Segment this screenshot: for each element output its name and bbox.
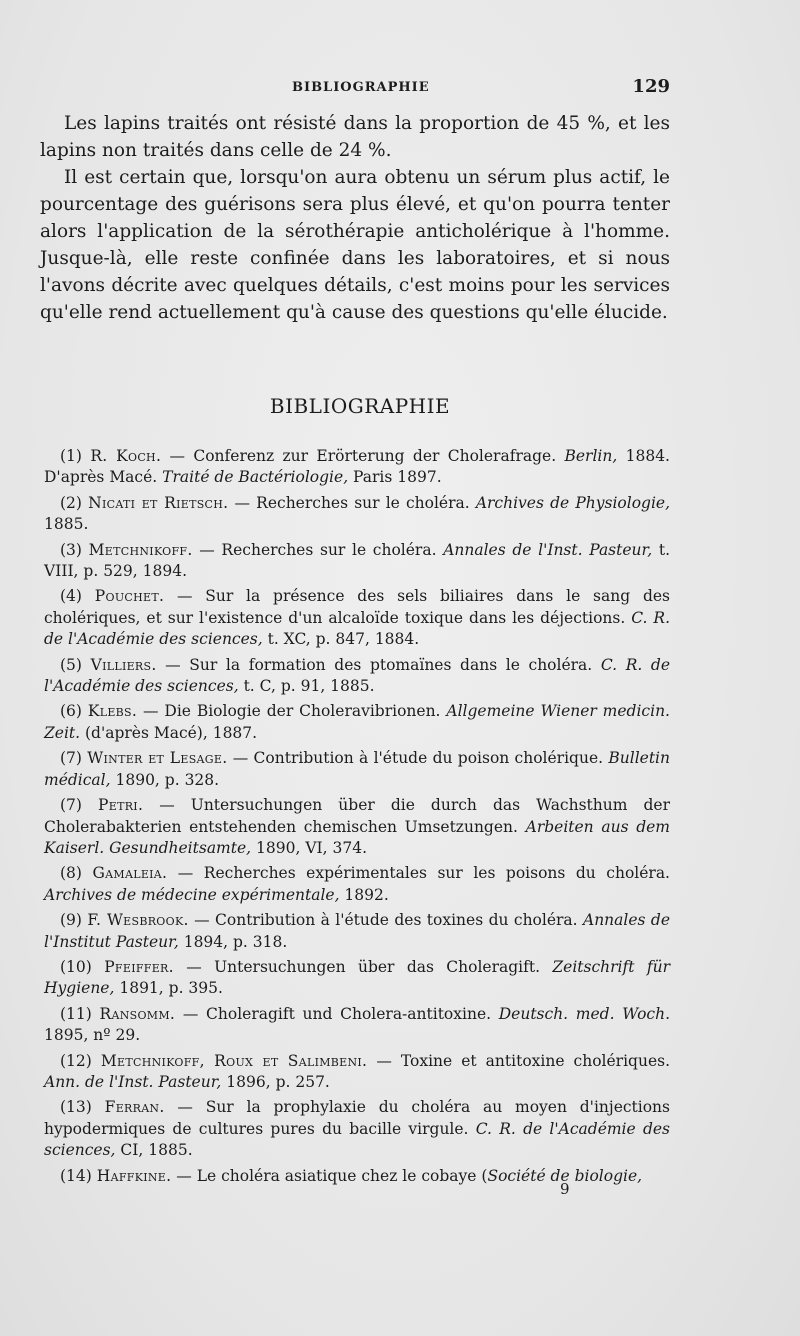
reference-source: C. R. de l'Académie des sciences, [44, 1119, 670, 1160]
reference-source: Berlin, [564, 447, 618, 465]
section-title: BIBLIOGRAPHIE [269, 394, 451, 418]
reference-entry [44, 957, 670, 1000]
reference-tail: 1894, p. 318. [178, 932, 288, 951]
reference-spacer [92, 1052, 101, 1070]
reference-source: Annales de l'Institut Pasteur, [44, 911, 670, 951]
reference-author: Haffkine. [96, 1166, 172, 1185]
reference-text: — Sur la formation des ptomaïnes dans le choléra. [156, 655, 601, 674]
reference-text: — Recherches sur le choléra. [228, 493, 476, 512]
reference-author: R. Koch. [90, 447, 162, 465]
reference-text: — Contribution à l'étude des toxines du choléra. [188, 911, 583, 930]
reference-author: Pfeiffer. [104, 957, 174, 976]
reference-tail: CI, 1885. [115, 1141, 193, 1160]
reference-entry [44, 1097, 670, 1161]
reference-list [44, 446, 670, 1191]
reference-number: (9) [60, 911, 82, 930]
reference-text: — Sur la prophylaxie du choléra au moyen d'injections hypodermiques de cultures pures du bacille virgule. [44, 1098, 670, 1138]
reference-tail: t. XC, p. 847, 1884. [262, 630, 420, 649]
reference-text: — Recherches sur le choléra. [192, 540, 444, 559]
reference-tail: 1885. [44, 515, 89, 534]
reference-source: Bulletin médical, [44, 749, 670, 789]
reference-source-2: Traité de Bactériologie, [162, 468, 349, 487]
reference-text: — Contribution à l'étude du poison cholérique. [227, 749, 609, 768]
reference-spacer [92, 958, 104, 976]
reference-number: (1) [60, 447, 82, 465]
reference-number: (6) [60, 702, 82, 721]
reference-author: Nicati et Rietsch. [88, 493, 229, 512]
reference-entry [44, 586, 670, 650]
reference-spacer [92, 1098, 105, 1116]
reference-entry [44, 540, 670, 583]
reference-number: (14) [60, 1166, 92, 1185]
reference-number: (4) [60, 587, 82, 606]
reference-number: (11) [60, 1004, 92, 1023]
page-number: 129 [632, 76, 670, 97]
reference-spacer [82, 864, 93, 882]
running-title: BIBLIOGRAPHIE [292, 80, 430, 95]
reference-entry [44, 1051, 670, 1094]
paragraph: Il est certain que, lorsqu'on aura obtenu un sérum plus actif, le pourcentage des guérisons sera plus élevé, et qu'on pourra tenter alors l'application de la sérothérapie anticholérique à l'homme. Jusque-là, elle reste confinée dans les laboratoires, et si nous l'avons décrite avec quelques détails, c'est moins pour les services qu'elle rend actuellement qu'à cause des questions qu'elle élucide. [40, 167, 670, 323]
reference-entry [44, 1004, 670, 1047]
reference-author: Petri. [98, 796, 144, 815]
reference-tail: 1896, p. 257. [221, 1072, 330, 1091]
reference-number: (10) [60, 957, 92, 976]
reference-author: Metchnikoff, Roux et Salimbeni. [100, 1051, 368, 1070]
reference-author: Klebs. [87, 702, 138, 721]
reference-text: — Die Biologie der Choleravibrionen. [137, 702, 447, 721]
reference-entry [44, 493, 670, 536]
reference-text: — Toxine et antitoxine cholériques. [367, 1051, 670, 1070]
reference-source: Annales de l'Inst. Pasteur, [443, 540, 653, 559]
reference-spacer [82, 587, 95, 605]
reference-source: Deutsch. med. Woch. [498, 1004, 671, 1023]
reference-tail: (d'après Macé), 1887. [80, 723, 258, 742]
reference-entry [44, 655, 670, 698]
reference-number: (12) [60, 1051, 92, 1070]
reference-number: (13) [60, 1098, 92, 1117]
reference-number: (7) [60, 796, 82, 815]
reference-text: — Untersuchungen über die durch das Wachsthum der Cholerabakterien entstehenden chemischen Umsetzungen. [44, 796, 670, 836]
reference-tail: 1884. D'après Macé. [44, 447, 670, 487]
reference-text: — Conferenz zur Erörterung der Cholerafrage. [161, 447, 565, 465]
reference-number: (5) [60, 655, 82, 674]
reference-source: Allgemeine Wiener medicin. Zeit. [44, 702, 670, 742]
reference-number: (3) [60, 540, 82, 559]
reference-author: F. Wesbrook. [87, 911, 189, 930]
reference-source: Société de biologie, [487, 1166, 643, 1185]
reference-author: Pouchet. [94, 587, 165, 606]
reference-spacer [92, 1005, 100, 1023]
reference-entry [44, 910, 670, 953]
reference-tail: t. VIII, p. 529, 1894. [44, 540, 670, 581]
reference-text: — Choleragift und Cholera-antitoxine. [175, 1004, 499, 1023]
reference-source: Archives de Physiologie, [475, 493, 670, 512]
reference-source: Archives de médecine expérimentale, [44, 885, 340, 904]
reference-entry [44, 1166, 670, 1187]
reference-tail: 1892. [339, 885, 389, 904]
reference-author: Ransomm. [99, 1004, 176, 1023]
reference-entry [44, 748, 670, 791]
reference-source: Arbeiten aus dem Kaiserl. Gesundheitsamte, [44, 817, 670, 857]
reference-author: Gamaleia. [92, 864, 168, 883]
paragraph: Les lapins traités ont résisté dans la proportion de 45 %, et les lapins non traités dans celle de 24 %. [40, 113, 670, 161]
reference-tail-2: Paris 1897. [348, 468, 442, 487]
reference-text: — Le choléra asiatique chez le cobaye ( [171, 1166, 488, 1185]
reference-number: (2) [60, 493, 82, 512]
reference-source: Zeitschrift für Hygiene, [44, 957, 670, 998]
page-header [50, 76, 670, 100]
reference-source: Ann. de l'Inst. Pasteur, [44, 1072, 222, 1091]
reference-author: Ferran. [104, 1098, 165, 1117]
reference-entry [44, 795, 670, 859]
reference-author: Winter et Lesage. [87, 749, 228, 768]
body-text [40, 110, 670, 326]
reference-text: — Sur la présence des sels biliaires dans le sang des cholériques, et sur l'existence d'un alcaloïde toxique dans les déjections. [44, 587, 670, 627]
reference-entry [44, 446, 670, 489]
reference-spacer [82, 541, 89, 559]
reference-tail: 1890, p. 328. [110, 770, 220, 789]
reference-author: Metchnikoff. [88, 540, 193, 559]
reference-source: C. R. de l'Académie des sciences, [44, 655, 671, 696]
reference-author: Villiers. [90, 655, 157, 674]
reference-number: (7) [60, 749, 82, 768]
reference-text: — Untersuchungen über das Choleragift. [173, 957, 553, 976]
reference-tail: 1895, nº 29. [44, 1026, 141, 1045]
reference-text: — Recherches expérimentales sur les poisons du choléra. [167, 864, 670, 883]
reference-entry [44, 701, 670, 744]
reference-tail: t. C, p. 91, 1885. [238, 677, 375, 696]
reference-tail: 1891, p. 395. [114, 979, 223, 998]
signature-mark: 9 [560, 1180, 570, 1198]
reference-spacer [82, 656, 91, 674]
reference-tail: 1890, VI, 374. [251, 838, 368, 857]
reference-spacer [82, 796, 98, 814]
reference-entry [44, 863, 670, 906]
reference-source: C. R. de l'Académie des sciences, [44, 608, 670, 649]
reference-number: (8) [60, 864, 82, 883]
